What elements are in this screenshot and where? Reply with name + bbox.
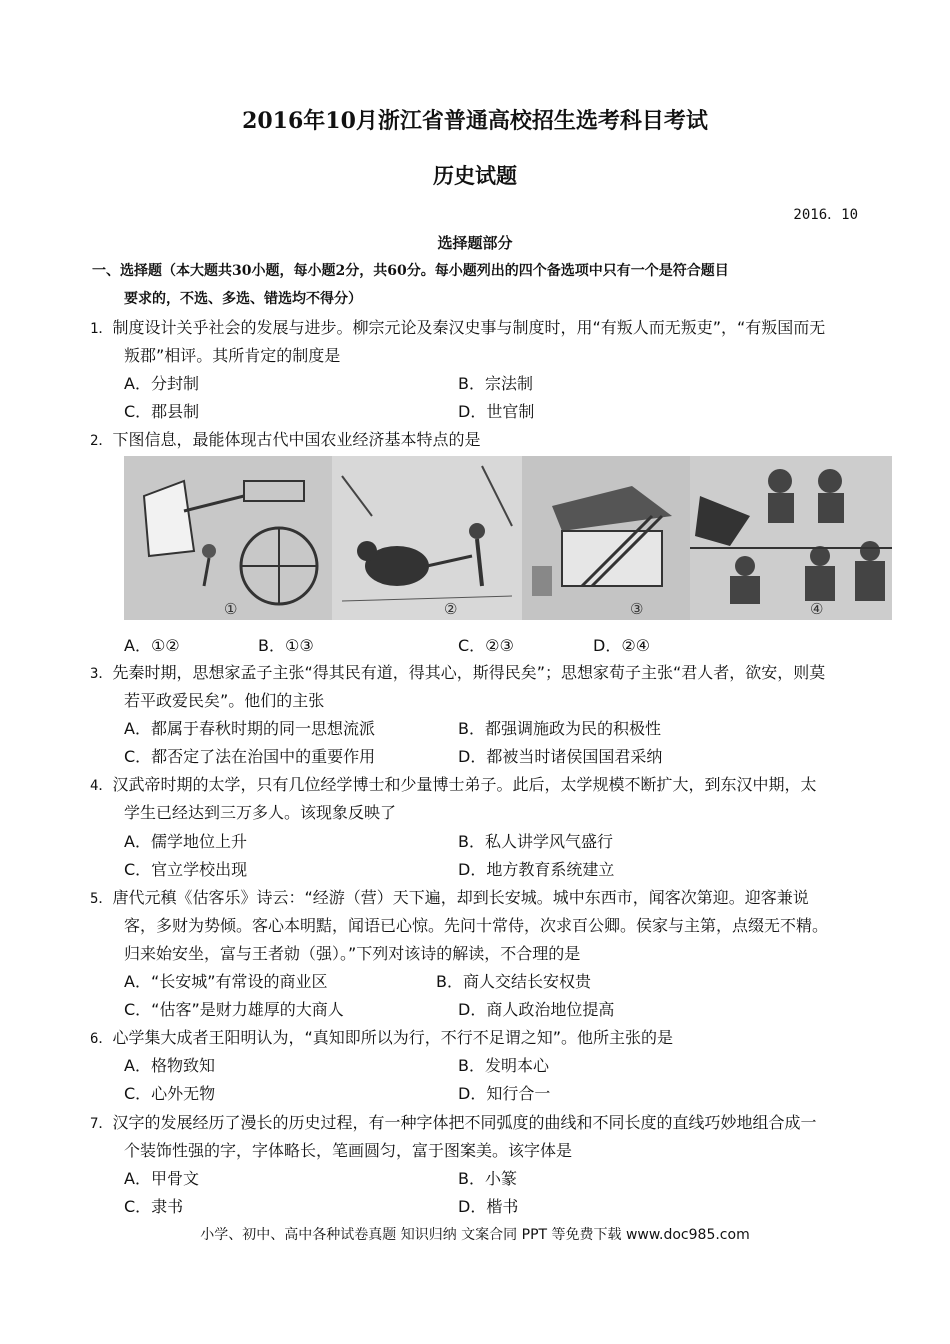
option-d: D．地方教育系统建立 bbox=[458, 860, 615, 879]
question-text: 汉字的发展经历了漫长的历史过程，有一种字体把不同弧度的曲线和不同长度的直线巧妙地组合成一 bbox=[112, 1113, 817, 1132]
option-d: D．②④ bbox=[593, 636, 651, 655]
option-c: C．隶书 bbox=[124, 1197, 184, 1216]
question-number: 1． bbox=[90, 321, 113, 337]
figure-panel-ox-plough bbox=[332, 456, 522, 620]
ancient-agriculture-figure bbox=[124, 456, 892, 620]
option-d: D．都被当时诸侯国国君采纳 bbox=[458, 747, 663, 766]
option-c: C．心外无物 bbox=[124, 1084, 216, 1103]
option-c: C．“估客”是财力雄厚的大商人 bbox=[124, 1000, 344, 1019]
question-6 bbox=[90, 1025, 673, 1048]
option-d: D．商人政治地位提高 bbox=[458, 1000, 615, 1019]
figure-panel-waterwheel bbox=[124, 456, 332, 620]
question-number: 6． bbox=[90, 1031, 113, 1047]
section-instruction-line-1: 一、选择题（本大题共30小题，每小题2分，共60分。每小题列出的四个备选项中只有一个是符合题目 bbox=[92, 263, 729, 279]
option-a: A．甲骨文 bbox=[124, 1169, 199, 1188]
figure-label-1: ① bbox=[224, 600, 238, 618]
question-text: 心学集大成者王阳明认为，“真知即所以为行，不行不足谓之知”。他所主张的是 bbox=[112, 1028, 674, 1047]
footer-text: 小学、初中、高中各种试卷真题 知识归纳 文案合同 PPT 等免费下载 www.doc985.com bbox=[200, 1227, 750, 1243]
question-text: 下图信息，最能体现古代中国农业经济基本特点的是 bbox=[112, 430, 481, 449]
question-number: 7． bbox=[90, 1116, 113, 1132]
option-c: C．郡县制 bbox=[124, 402, 200, 421]
option-a: A．分封制 bbox=[124, 374, 199, 393]
question-4-line-2: 学生已经达到三万多人。该现象反映了 bbox=[124, 803, 397, 822]
question-text: 制度设计关乎社会的发展与进步。柳宗元论及秦汉史事与制度时，用“有叛人而无叛吏”，“有叛国而无 bbox=[112, 318, 826, 337]
option-a: A．“长安城”有常设的商业区 bbox=[124, 972, 328, 991]
question-7-line-2: 个装饰性强的字，字体略长，笔画圆匀，富于图案美。该字体是 bbox=[124, 1141, 573, 1160]
figure-panel-house bbox=[522, 456, 690, 620]
banquet-illustration bbox=[690, 456, 892, 620]
option-b: B．都强调施政为民的积极性 bbox=[458, 719, 661, 738]
question-text: 唐代元稹《估客乐》诗云：“经游（营）天下遍，却到长安城。城中东西市，闻客次第迎。迎客兼说 bbox=[112, 888, 809, 907]
figure-label-3: ③ bbox=[630, 600, 644, 618]
figure-panel-banquet bbox=[690, 456, 892, 620]
question-2 bbox=[90, 427, 480, 450]
exam-title: 2016年10月浙江省普通高校招生选考科目考试 bbox=[242, 108, 708, 134]
question-number: 3． bbox=[90, 666, 113, 682]
section-instruction-line-2: 要求的，不选、多选、错选均不得分） bbox=[124, 291, 362, 307]
exam-date: 2016．10 bbox=[793, 207, 858, 223]
option-b: B．小篆 bbox=[458, 1169, 517, 1188]
option-c: C．②③ bbox=[458, 636, 514, 655]
question-text: 先秦时期，思想家孟子主张“得其民有道，得其心，斯得民矣”；思想家荀子主张“君人者，欲安，则莫 bbox=[112, 663, 826, 682]
option-c: C．官立学校出现 bbox=[124, 860, 248, 879]
question-1-line-2: 叛郡”相评。其所肯定的制度是 bbox=[124, 346, 341, 365]
option-b: B．宗法制 bbox=[458, 374, 533, 393]
question-5-line-3: 归来始安坐，富与王者勍（强）。”下列对该诗的解读，不合理的是 bbox=[124, 944, 581, 963]
option-a: A．格物致知 bbox=[124, 1056, 215, 1075]
question-text: 汉武帝时期的太学，只有几位经学博士和少量博士弟子。此后，太学规模不断扩大，到东汉中期，太 bbox=[112, 775, 817, 794]
figure-label-2: ② bbox=[444, 600, 458, 618]
option-a: A．儒学地位上升 bbox=[124, 832, 247, 851]
question-number: 5． bbox=[90, 891, 113, 907]
question-7 bbox=[90, 1110, 816, 1133]
waterwheel-illustration bbox=[124, 456, 332, 620]
question-3-line-2: 若平政爱民矣”。他们的主张 bbox=[124, 691, 325, 710]
ox-plough-illustration bbox=[332, 456, 522, 620]
option-b: B．①③ bbox=[258, 636, 314, 655]
house-illustration bbox=[522, 456, 690, 620]
section-title: 选择题部分 bbox=[437, 234, 513, 252]
option-b: B．私人讲学风气盛行 bbox=[458, 832, 613, 851]
option-a: A．①② bbox=[124, 636, 180, 655]
option-d: D．楷书 bbox=[458, 1197, 519, 1216]
option-d: D．知行合一 bbox=[458, 1084, 551, 1103]
question-3 bbox=[90, 660, 825, 683]
question-number: 2． bbox=[90, 433, 113, 449]
figure-label-4: ④ bbox=[810, 600, 824, 618]
question-4 bbox=[90, 772, 816, 795]
option-d: D．世官制 bbox=[458, 402, 535, 421]
question-1 bbox=[90, 315, 825, 338]
question-5 bbox=[90, 885, 809, 908]
question-5-line-2: 客，多财为势倾。客心本明黠，闻语已心惊。先问十常侍，次求百公卿。侯家与主第，点缀无不精。 bbox=[124, 916, 829, 935]
option-b: B．发明本心 bbox=[458, 1056, 549, 1075]
option-b: B．商人交结长安权贵 bbox=[436, 972, 591, 991]
option-a: A．都属于春秋时期的同一思想流派 bbox=[124, 719, 375, 738]
exam-subtitle: 历史试题 bbox=[433, 163, 517, 188]
option-c: C．都否定了法在治国中的重要作用 bbox=[124, 747, 376, 766]
question-number: 4． bbox=[90, 778, 113, 794]
